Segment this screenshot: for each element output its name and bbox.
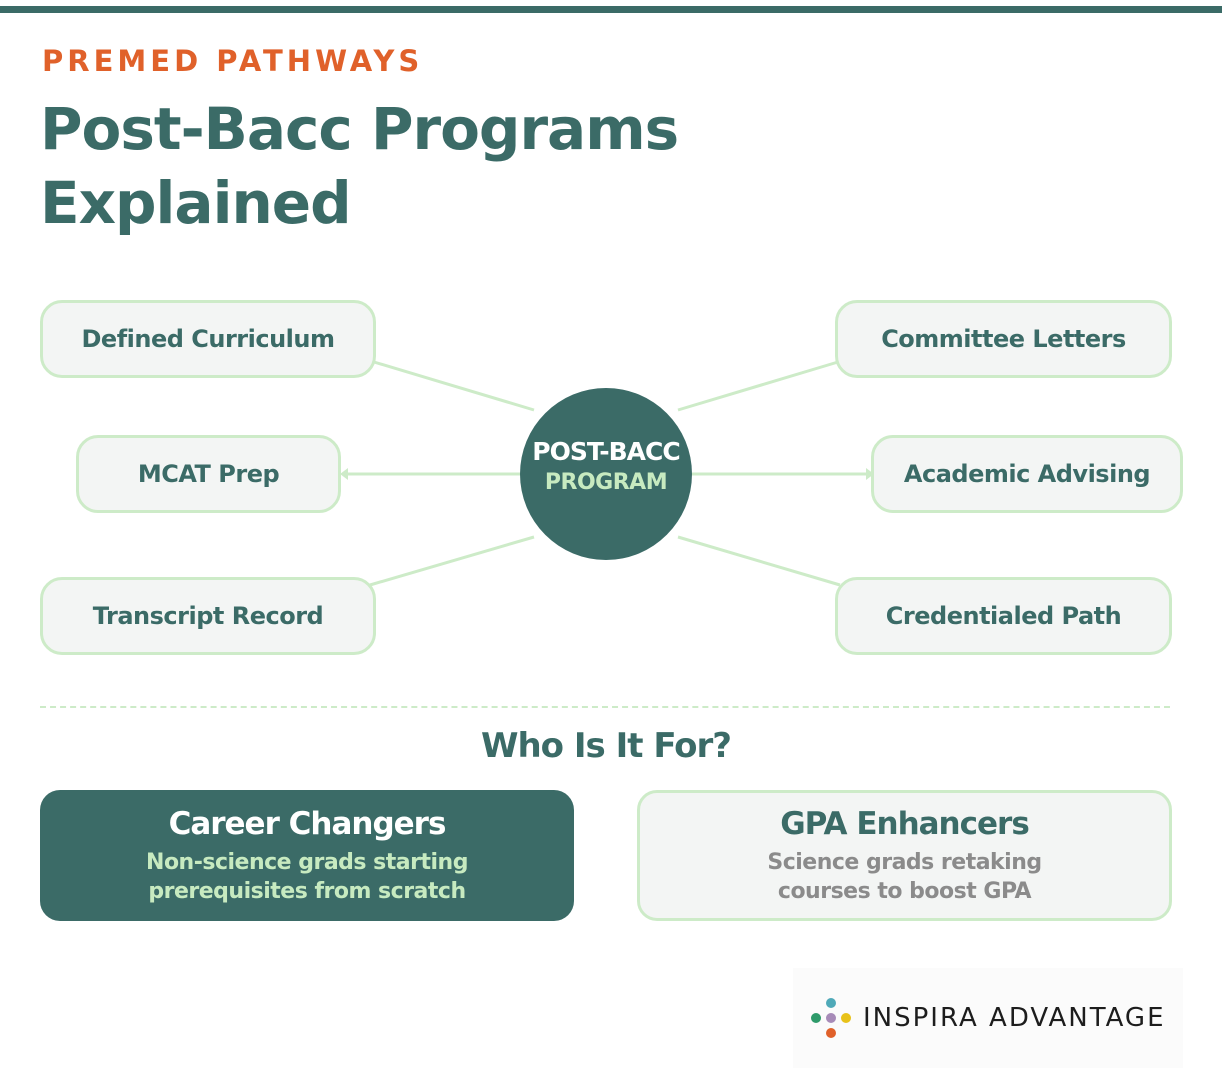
node-label: MCAT Prep <box>137 460 280 488</box>
node-label: Defined Curriculum <box>81 325 335 353</box>
dot-left-icon <box>811 1013 821 1023</box>
card-title: GPA Enhancers <box>780 805 1029 842</box>
dot-top-icon <box>826 998 836 1008</box>
node-academic-advising <box>871 435 1183 513</box>
brand-name: INSPIRA ADVANTAGE <box>863 1003 1166 1033</box>
card-description-line-2: courses to boost GPA <box>777 878 1032 904</box>
card-gpa-enhancers <box>637 790 1172 921</box>
connector-transcript-record <box>370 537 534 585</box>
card-title: Career Changers <box>168 805 446 842</box>
card-description-line-1: Science grads retaking <box>767 849 1042 875</box>
node-label: Academic Advising <box>903 460 1151 488</box>
node-mcat-prep <box>76 435 341 513</box>
page-title-line-1: Post-Bacc Programs <box>40 95 679 163</box>
brand-dots-icon <box>809 996 853 1040</box>
hub-subtitle: PROGRAM <box>544 470 668 495</box>
node-committee-letters <box>835 300 1172 378</box>
card-description-line-1: Non-science grads starting <box>146 849 468 875</box>
connector-credentialed-path <box>678 537 840 585</box>
node-credentialed-path <box>835 577 1172 655</box>
node-transcript-record <box>40 577 376 655</box>
section-divider <box>40 706 1170 708</box>
connector-committee-letters <box>678 362 838 410</box>
node-defined-curriculum <box>40 300 376 378</box>
audience-heading: Who Is It For? <box>480 726 732 766</box>
arrowhead-left-icon <box>340 468 348 480</box>
hub-title: POST-BACC <box>532 437 680 466</box>
node-label: Transcript Record <box>92 602 324 630</box>
node-label: Committee Letters <box>881 325 1126 353</box>
page-title-line-2: Explained <box>40 169 351 237</box>
dot-right-icon <box>841 1013 851 1023</box>
connector-defined-curriculum <box>374 362 534 410</box>
hub-post-bacc-program <box>520 388 692 560</box>
dot-bottom-icon <box>826 1028 836 1038</box>
eyebrow-label: PREMED PATHWAYS <box>42 44 424 78</box>
node-label: Credentialed Path <box>885 602 1122 630</box>
dot-center-icon <box>826 1013 836 1023</box>
card-career-changers <box>40 790 574 921</box>
card-description-line-2: prerequisites from scratch <box>148 878 466 904</box>
brand-logo <box>793 968 1183 1068</box>
